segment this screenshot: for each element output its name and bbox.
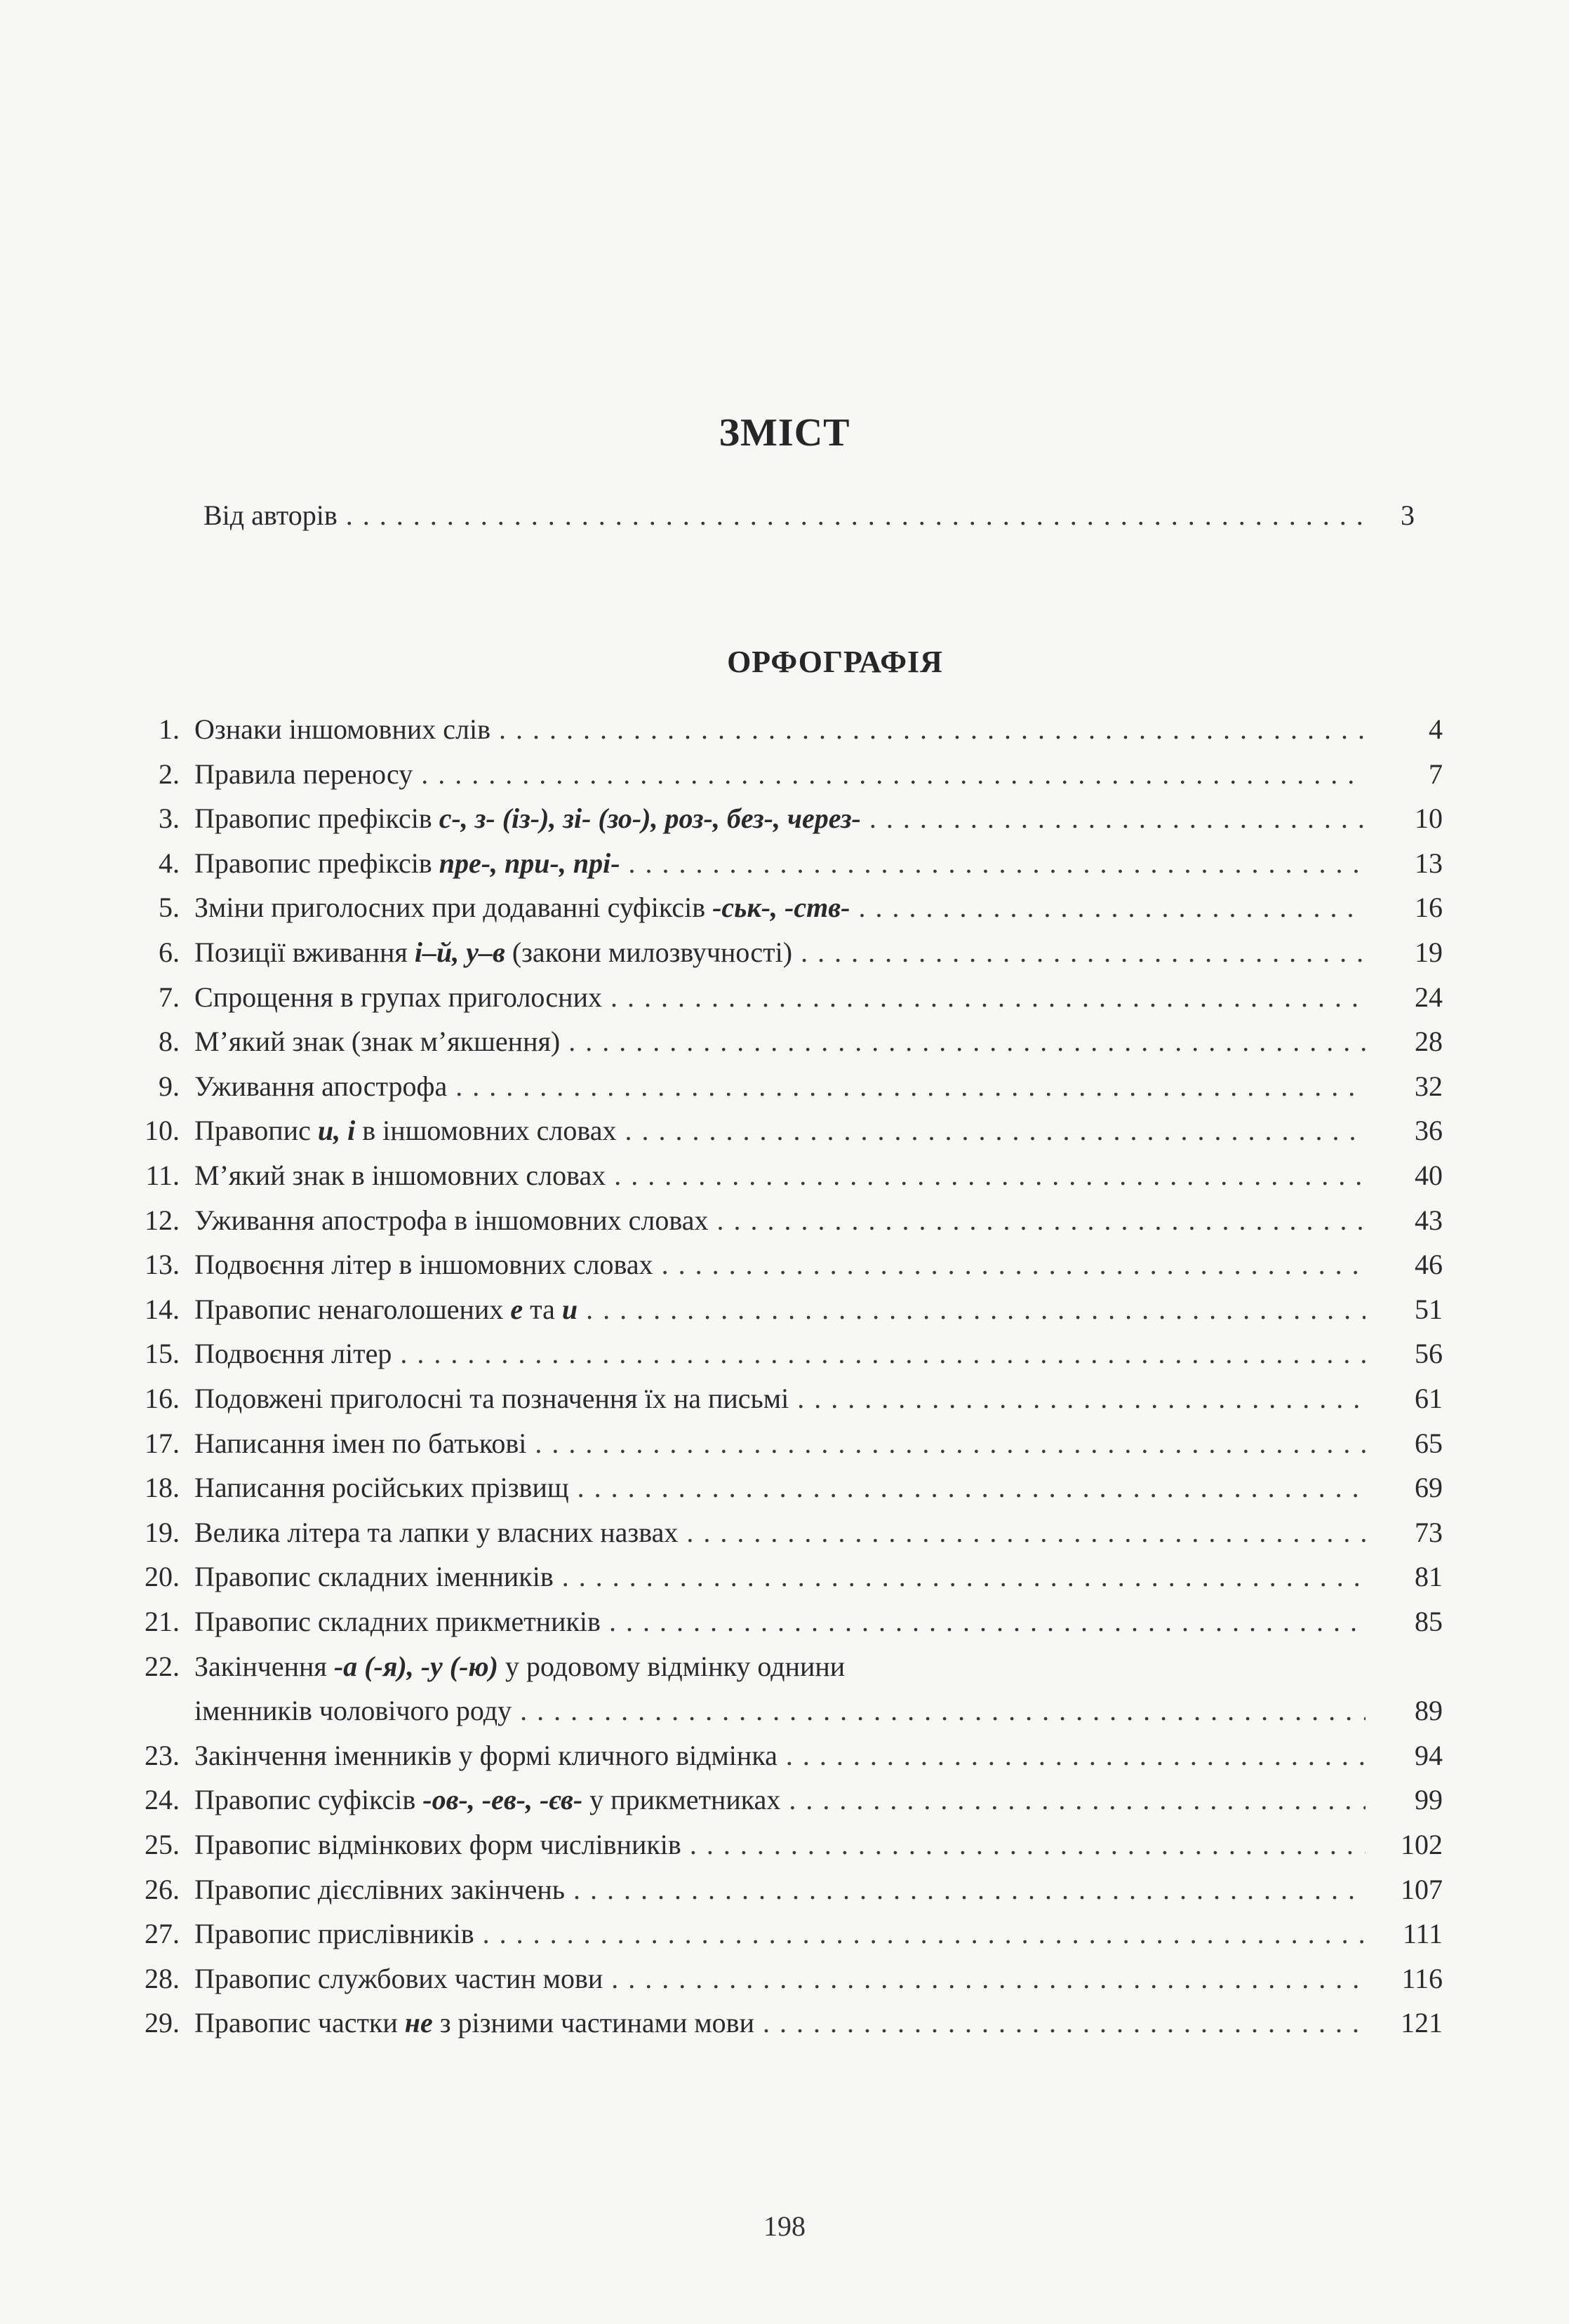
toc-entry-number: 24. (145, 1784, 180, 1816)
toc-entry-page: 40 (1415, 1160, 1443, 1191)
toc-entry-text: та (523, 1293, 562, 1325)
toc-row (0, 2000, 1569, 2046)
toc-row (0, 1777, 1569, 1823)
toc-entry-text: у прикметниках (582, 1784, 781, 1816)
toc-entry-emphasis: с-, з- (із-), зі- (зо-), роз-, без-, через- (439, 802, 861, 835)
toc-entry-page: 121 (1401, 2007, 1443, 2039)
toc-entry-page: 61 (1415, 1383, 1443, 1414)
toc-row (0, 1063, 1569, 1110)
toc-entry-title (194, 1644, 1366, 1690)
toc-entry-page: 43 (1415, 1204, 1443, 1236)
toc-entry-page: 56 (1415, 1338, 1443, 1370)
toc-entry-title (194, 1063, 1366, 1110)
toc-entry-text: Правопис ненаголошених (194, 1293, 511, 1325)
toc-entry-page: 107 (1401, 1873, 1443, 1905)
toc-entry-text: Подвоєння літер в іншомовних словах (194, 1249, 653, 1281)
toc-entry-title (194, 1331, 1366, 1377)
toc-row (0, 1510, 1569, 1556)
toc-entry-number: 11. (145, 1160, 180, 1191)
toc-entry-emphasis: не (404, 2007, 433, 2039)
section-title: ОРФОГРАФІЯ (727, 645, 943, 679)
toc-entry-number: 6. (159, 936, 180, 968)
toc-row (0, 1108, 1569, 1154)
toc-entry-page: 111 (1402, 1918, 1443, 1950)
toc-row (0, 1242, 1569, 1288)
toc-entry-title (194, 1599, 1366, 1645)
toc-entry-page: 46 (1415, 1249, 1443, 1281)
toc-entry-title (194, 1911, 1366, 1957)
toc-entry-page: 16 (1415, 892, 1443, 924)
toc-entry-title (194, 1242, 1366, 1288)
toc-entry-number: 27. (145, 1918, 180, 1950)
toc-row (0, 1153, 1569, 1199)
toc-entry-emphasis: е (510, 1293, 523, 1325)
page-title: ЗМІСТ (719, 411, 850, 455)
toc-entry-page: 10 (1415, 802, 1443, 835)
toc-intro-page: 3 (1401, 499, 1415, 531)
toc-entry-number: 23. (145, 1739, 180, 1771)
toc-row (0, 974, 1569, 1021)
toc-row (0, 706, 1569, 753)
toc-entry-page: 36 (1415, 1115, 1443, 1147)
toc-entry-number: 5. (159, 892, 180, 924)
toc-row (0, 1019, 1569, 1065)
toc-entry-page: 94 (1415, 1739, 1443, 1771)
toc-entry-page: 51 (1415, 1293, 1443, 1325)
toc-entry-text: Правопис складних прикметників (194, 1606, 601, 1637)
toc-row (0, 1465, 1569, 1511)
toc-entry-number: 19. (145, 1516, 180, 1548)
toc-entry-page: 7 (1429, 758, 1443, 790)
toc-entry-title (194, 1197, 1366, 1244)
toc-entry-page: 81 (1415, 1561, 1443, 1593)
toc-entry-title (194, 1822, 1366, 1868)
toc-row (0, 1644, 1569, 1690)
toc-entry-number: 29. (145, 2007, 180, 2039)
toc-entry-number: 4. (159, 847, 180, 879)
toc-entry-text: Написання російських прізвищ (194, 1472, 569, 1504)
toc-entry-title (194, 1287, 1366, 1333)
toc-entry-page: 24 (1415, 981, 1443, 1013)
toc-entry-number: 16. (145, 1383, 180, 1414)
toc-entry-text: Правопис службових частин мови (194, 1962, 603, 1994)
toc-entry-page: 99 (1415, 1784, 1443, 1816)
toc-row (0, 795, 1569, 842)
toc-entry-number: 14. (145, 1293, 180, 1325)
toc-entry-text: Уживання апострофа (194, 1070, 448, 1102)
toc-entry-text: в іншомовних словах (355, 1115, 617, 1147)
toc-entry-text: Правила переносу (194, 758, 413, 790)
toc-row (0, 1733, 1569, 1779)
toc-entry-emphasis: и (561, 1293, 578, 1325)
toc-entry-text: Закінчення (194, 1650, 334, 1682)
toc-entry-text: іменників чоловічого роду (194, 1695, 512, 1727)
toc-entry-title (194, 2000, 1366, 2046)
page-number: 198 (763, 2210, 806, 2242)
toc-entry-title (194, 1733, 1366, 1779)
toc-entry-title (194, 1465, 1366, 1511)
toc-row (0, 929, 1569, 976)
toc-entry-title (194, 1376, 1366, 1422)
toc-entry-title (194, 1956, 1366, 2002)
toc-entry-text: Правопис частки (194, 2007, 405, 2039)
toc-entry-emphasis: пре-, при-, прі- (439, 847, 620, 879)
toc-entry-title (194, 1777, 1366, 1823)
toc-row (0, 1911, 1569, 1957)
toc-entry-page: 4 (1429, 713, 1443, 745)
toc-entry-number: 2. (159, 758, 180, 790)
toc-entry-page: 65 (1415, 1427, 1443, 1459)
toc-entry-text: Написання імен по батькові (194, 1427, 527, 1459)
toc-entry-title (194, 1867, 1366, 1913)
toc-entry-page: 73 (1415, 1516, 1443, 1548)
toc-entry-page: 19 (1415, 936, 1443, 968)
toc-entry-number: 1. (159, 713, 180, 745)
toc-entry-number: 13. (145, 1249, 180, 1281)
toc-entry-text: Правопис прислівників (194, 1918, 474, 1950)
toc-entry-page: 13 (1415, 847, 1443, 879)
toc-entry-text: Правопис суфіксів (194, 1784, 423, 1816)
toc-entry-title (194, 929, 1366, 976)
toc-entry-number: 25. (145, 1829, 180, 1860)
toc-row (0, 1331, 1569, 1377)
toc-entry-text: Ознаки іншомовних слів (194, 713, 490, 745)
toc-entry-text: (закони милозвучності) (505, 936, 793, 968)
toc-entry-text: Правопис відмінкових форм числівників (194, 1829, 681, 1860)
toc-row (0, 1599, 1569, 1645)
toc-entry-text: у родовому відмінку однини (498, 1650, 846, 1682)
toc-entry-title (194, 1153, 1366, 1199)
toc-entry-emphasis: и, і (317, 1115, 356, 1147)
toc-entry-page: 69 (1415, 1472, 1443, 1504)
toc-entry-number: 22. (145, 1650, 180, 1682)
toc-entry-emphasis: -а (-я), -у (-ю) (333, 1650, 498, 1682)
toc-entry-text: Уживання апострофа в іншомовних словах (194, 1204, 709, 1236)
toc-row (0, 1688, 1569, 1734)
toc-entry-title (194, 1019, 1366, 1065)
toc-entry-page: 85 (1415, 1606, 1443, 1637)
toc-row (0, 1376, 1569, 1422)
toc-entry-page: 89 (1415, 1695, 1443, 1727)
toc-entry-text: Правопис дієслівних закінчень (194, 1873, 566, 1905)
toc-entry-number: 28. (145, 1962, 180, 1994)
toc-row (0, 840, 1569, 887)
toc-row (0, 1956, 1569, 2002)
toc-intro-text: Від авторів . . . (203, 492, 1366, 539)
toc-entry-emphasis: і–й, у–в (414, 936, 505, 968)
toc-entry-number: 20. (145, 1561, 180, 1593)
toc-entry-number: 8. (159, 1026, 180, 1058)
toc-row (0, 1867, 1569, 1913)
toc-entry-text: Спрощення в групах приголосних (194, 981, 602, 1013)
toc-entry-text: Велика літера та лапки у власних назвах (194, 1516, 679, 1548)
toc-entry-title (194, 1420, 1366, 1467)
toc-entry-text: Позиції вживання (194, 936, 415, 968)
toc-entry-title (194, 840, 1366, 887)
toc-entry-text: М’який знак (знак м’якшення) (194, 1026, 561, 1058)
toc-entry-title (194, 1688, 1366, 1734)
toc-entry-title (194, 1510, 1366, 1556)
toc-entry-text: Закінчення іменників у формі кличного відмінка (194, 1739, 777, 1771)
toc-entry-emphasis: -ов-, -ев-, -єв- (422, 1784, 583, 1816)
toc-entry-number: 12. (145, 1204, 180, 1236)
toc-entry-page: 102 (1401, 1829, 1443, 1860)
toc-entry-title (194, 1108, 1366, 1154)
toc-entry-title (194, 795, 1366, 842)
toc-entry-title (194, 706, 1366, 753)
toc-entry-text: Правопис складних іменників (194, 1561, 554, 1593)
toc-entry-number: 18. (145, 1472, 180, 1504)
toc-entry-number: 26. (145, 1873, 180, 1905)
toc-entry-title (194, 974, 1366, 1021)
toc-entry-page: 116 (1401, 1962, 1443, 1994)
toc-row (0, 751, 1569, 798)
toc-entry-title (194, 751, 1366, 798)
toc-entry-page: 32 (1415, 1070, 1443, 1102)
toc-row (0, 1822, 1569, 1868)
toc-entry-page: 28 (1415, 1026, 1443, 1058)
toc-entry-emphasis: -ськ-, -ств- (712, 892, 850, 924)
toc-entry-text: Правопис (194, 1115, 318, 1147)
toc-entry-number: 17. (145, 1427, 180, 1459)
toc-entry-number: 21. (145, 1606, 180, 1637)
toc-entry-text: Подовжені приголосні та позначення їх на письмі (194, 1383, 789, 1414)
toc-intro-row (0, 492, 1569, 539)
toc-entry-number: 9. (159, 1070, 180, 1102)
toc-entry-number: 3. (159, 802, 180, 835)
toc-row (0, 885, 1569, 931)
toc-entry-text: Правопис префіксів (194, 847, 439, 879)
toc-entry-text: з різними частинами мови (432, 2007, 754, 2039)
toc-entry-number: 7. (159, 981, 180, 1013)
toc-entry-title (194, 1554, 1366, 1600)
toc-entry-number: 10. (145, 1115, 180, 1147)
toc-row (0, 1287, 1569, 1333)
toc-entry-text: М’який знак в іншомовних словах (194, 1160, 606, 1191)
toc-entry-text: Подвоєння літер (194, 1338, 392, 1370)
toc-row (0, 1554, 1569, 1600)
toc-entry-text: Правопис префіксів (194, 802, 439, 835)
toc-row (0, 1197, 1569, 1244)
toc-entry-text: Зміни приголосних при додаванні суфіксів (194, 892, 713, 924)
toc-entry-title (194, 885, 1366, 931)
toc-row (0, 1420, 1569, 1467)
toc-entry-number: 15. (145, 1338, 180, 1370)
